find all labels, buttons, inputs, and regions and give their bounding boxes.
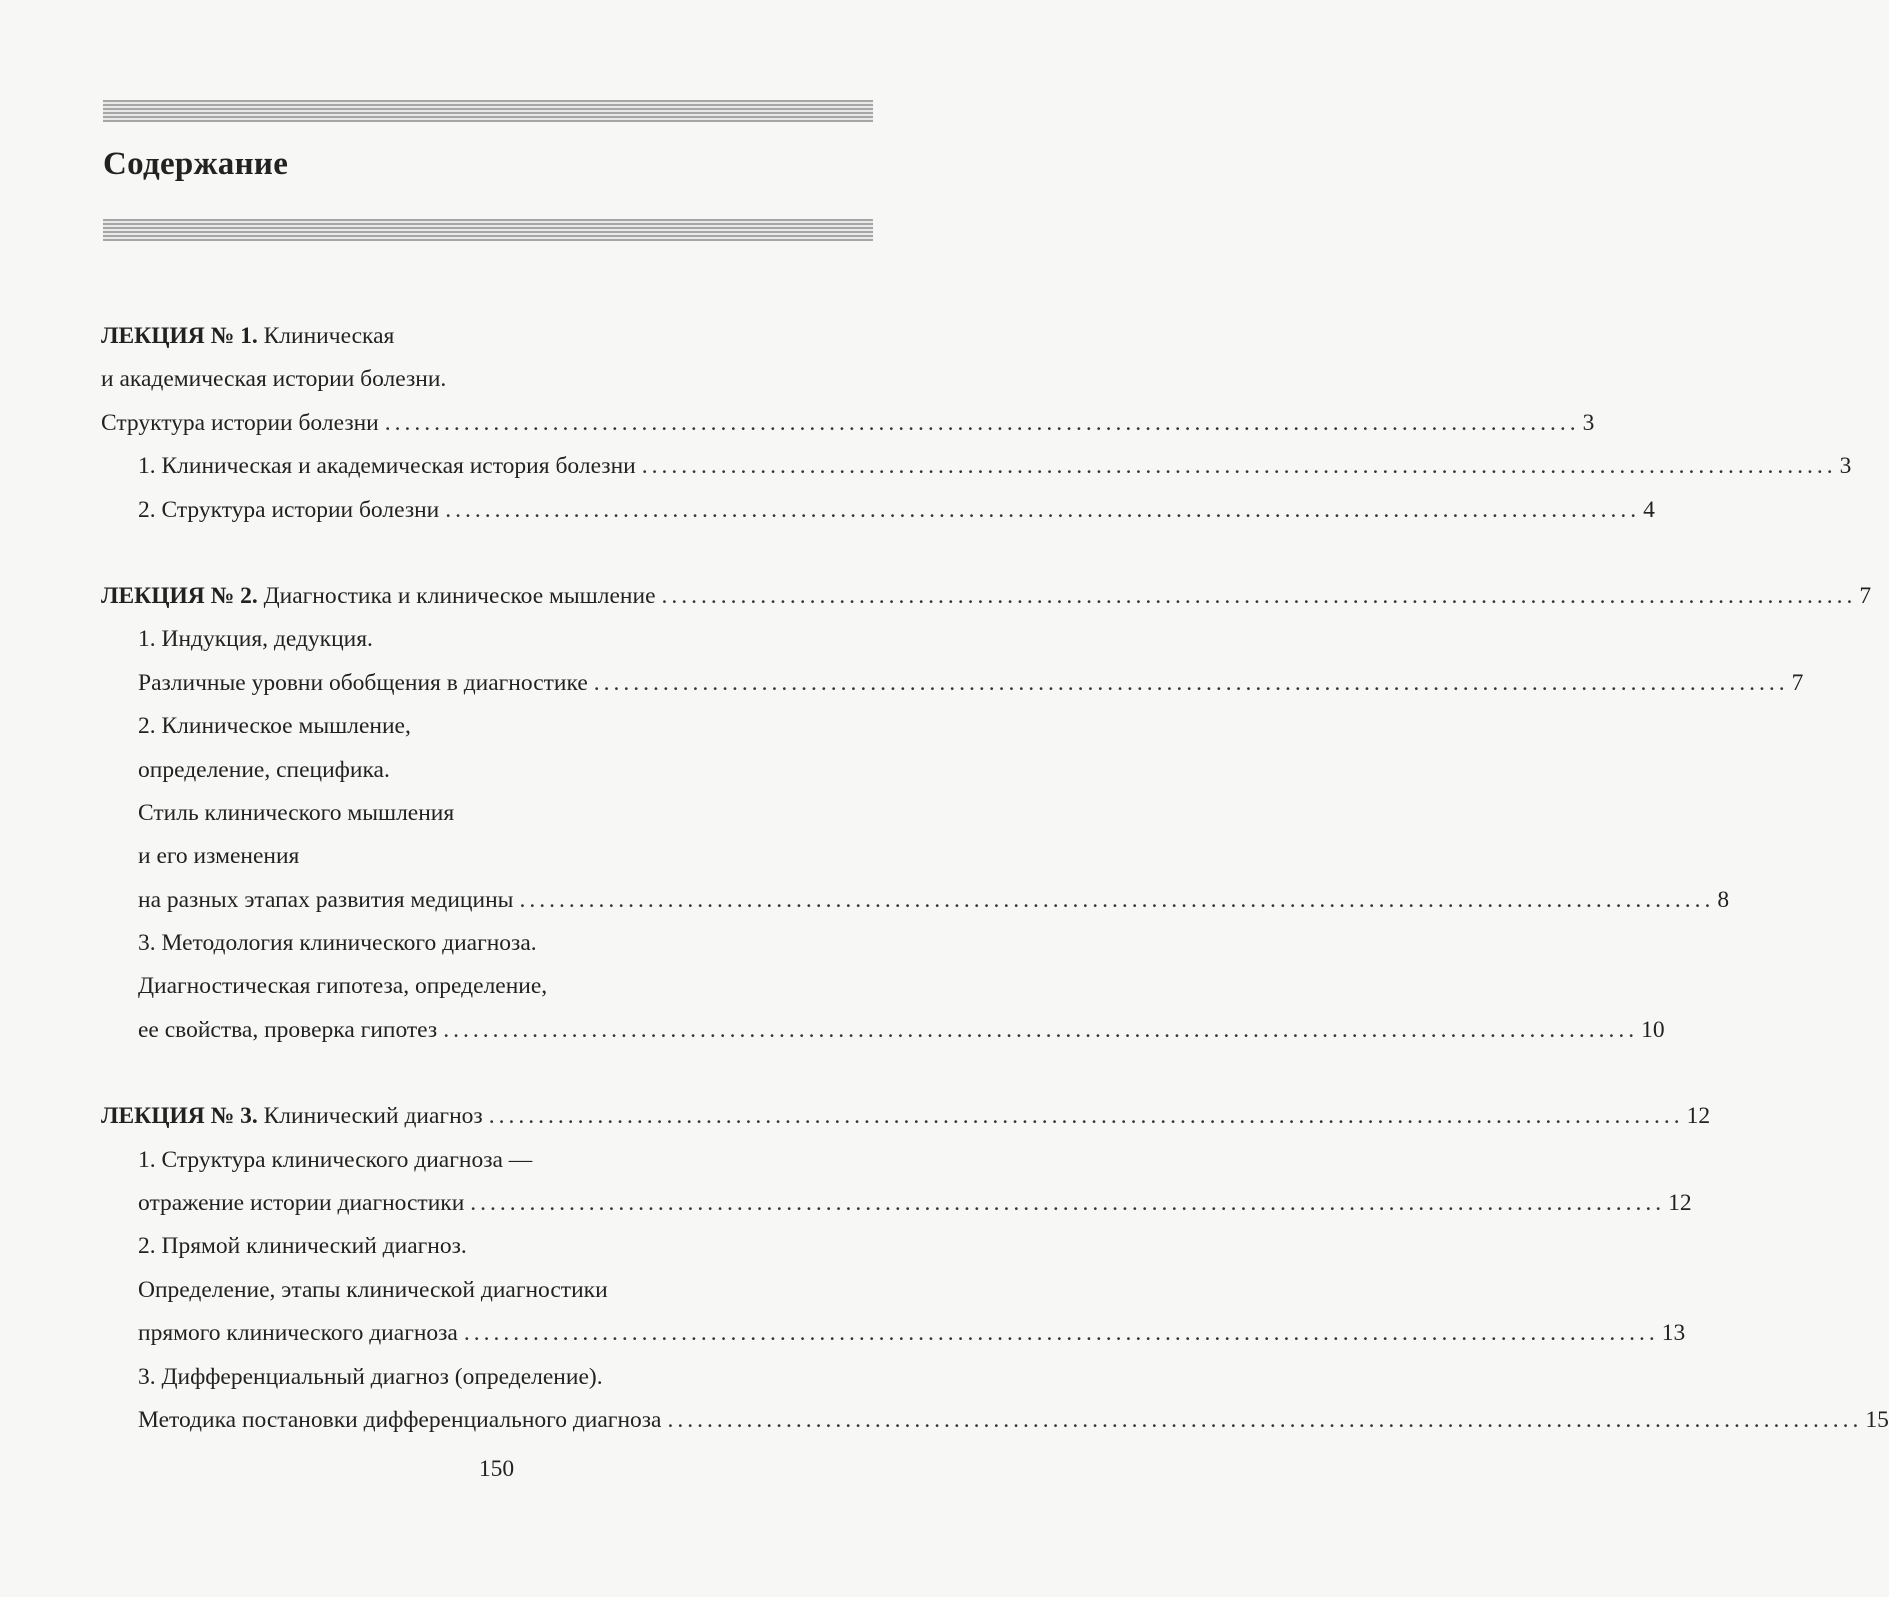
toc-entry-text: 3. Дифференциальный диагноз (определение). [138,1363,603,1390]
toc-entry [101,1139,873,1182]
toc-lecture-1-title-end [101,402,1595,445]
toc-entry-text: Определение, этапы клинической диагностики [138,1276,608,1303]
toc-entry-text: 1. Индукция, дедукция. [138,626,373,653]
toc-entry-text: Методика постановки дифференциального диагноза [138,1406,662,1433]
toc-entry-text: определение, специфика. [138,756,390,783]
decorative-rule-bottom [103,219,873,241]
dot-leader: ......................................................................................................................... [445,496,1641,523]
toc-entry [101,489,1655,532]
lecture-1-title: Клиническая [263,323,395,349]
toc-entry-text: прямого клинического диагноза [138,1320,458,1347]
toc-entry [101,618,873,661]
toc-entry-page-number: 13 [1661,1320,1686,1347]
toc-entry-text: 1. Структура клинического диагноза — [138,1146,533,1173]
dot-leader: ......................................................................................................................... [443,1016,1639,1043]
toc-entry [101,965,873,1008]
lecture-3-page-number: 12 [1686,1103,1711,1130]
toc-entry-text: и его изменения [138,843,300,870]
dot-leader: ......................................................................................................................... [384,409,1580,436]
toc-entry-text: Различные уровни обобщения в диагностике [138,669,588,696]
toc-entry-text: 2. Прямой клинический диагноз. [138,1233,467,1260]
lecture-1-title-line3: Структура истории болезни [101,409,379,436]
dot-leader: ......................................................................................................................... [593,669,1789,696]
toc-entry-page-number: 12 [1668,1190,1692,1217]
dot-leader: ......................................................................................................................... [641,453,1837,480]
toc-entry-page-number: 3 [1839,453,1852,480]
toc-entry [101,1356,873,1399]
lecture-3-title: Клинический диагноз [263,1103,483,1130]
toc-entry [101,1312,1686,1355]
lecture-1-title-line2: и академическая истории болезни. [101,366,447,393]
dot-leader: ......................................................................................................................... [667,1406,1863,1433]
toc-entry [101,879,1730,922]
toc-entry [101,1182,1692,1225]
toc-entry [101,1269,873,1312]
lecture-2-title: Диагностика и клиническое мышление [263,582,656,609]
toc-entry-page-number: 15 [1865,1406,1889,1433]
toc-entry-text: 2. Структура истории болезни [138,496,440,523]
toc-entry [101,1399,1889,1442]
lecture-3-label: ЛЕКЦИЯ № 3. [101,1103,258,1130]
toc-lecture-1-title-cont [101,358,873,401]
table-of-contents [101,315,1889,1442]
page-footer-number: 150 [478,1456,515,1482]
toc-entry-text: отражение истории диагностики [138,1190,465,1217]
dot-leader: ......................................................................................................................... [463,1320,1659,1347]
toc-entry [101,1009,1665,1052]
toc-entry-page-number: 7 [1791,669,1804,696]
toc-lecture-2-heading [101,575,1872,618]
page-title: Содержание [103,146,289,182]
toc-entry-text: 3. Методология клинического диагноза. [138,930,537,957]
toc-entry-text: ее свойства, проверка гипотез [138,1016,438,1043]
toc-entry-text: 1. Клиническая и академическая история болезни [138,453,636,480]
lecture-2-label: ЛЕКЦИЯ № 2. [101,582,258,609]
dot-leader: ......................................................................................................................... [470,1190,1666,1217]
toc-entry [101,792,873,835]
toc-entry-page-number: 4 [1643,496,1655,523]
toc-entry [101,1225,873,1268]
toc-entry [101,662,1804,705]
toc-entry-page-number: 8 [1717,886,1730,913]
toc-entry-page-number: 10 [1641,1016,1665,1043]
toc-entry-text: 2. Клиническое мышление, [138,713,411,740]
dot-leader: ......................................................................................................................... [488,1103,1684,1130]
toc-entry-text: на разных этапах развития медицины [138,886,514,913]
toc-lecture-1-heading [101,315,873,358]
decorative-rule-top [103,100,873,122]
dot-leader: ......................................................................................................................... [519,886,1715,913]
toc-entry [101,835,873,878]
dot-leader: ......................................................................................................................... [661,582,1857,609]
toc-entry [101,705,873,748]
lecture-1-page-number: 3 [1582,409,1595,436]
toc-entry-text: Стиль клинического мышления [138,799,455,826]
lecture-1-label: ЛЕКЦИЯ № 1. [101,323,258,349]
toc-lecture-3-heading [101,1095,1711,1138]
toc-entry [101,922,873,965]
toc-entry-text: Диагностическая гипотеза, определение, [138,973,548,1000]
toc-entry [101,445,1852,488]
toc-entry [101,749,873,792]
lecture-2-page-number: 7 [1859,582,1872,609]
